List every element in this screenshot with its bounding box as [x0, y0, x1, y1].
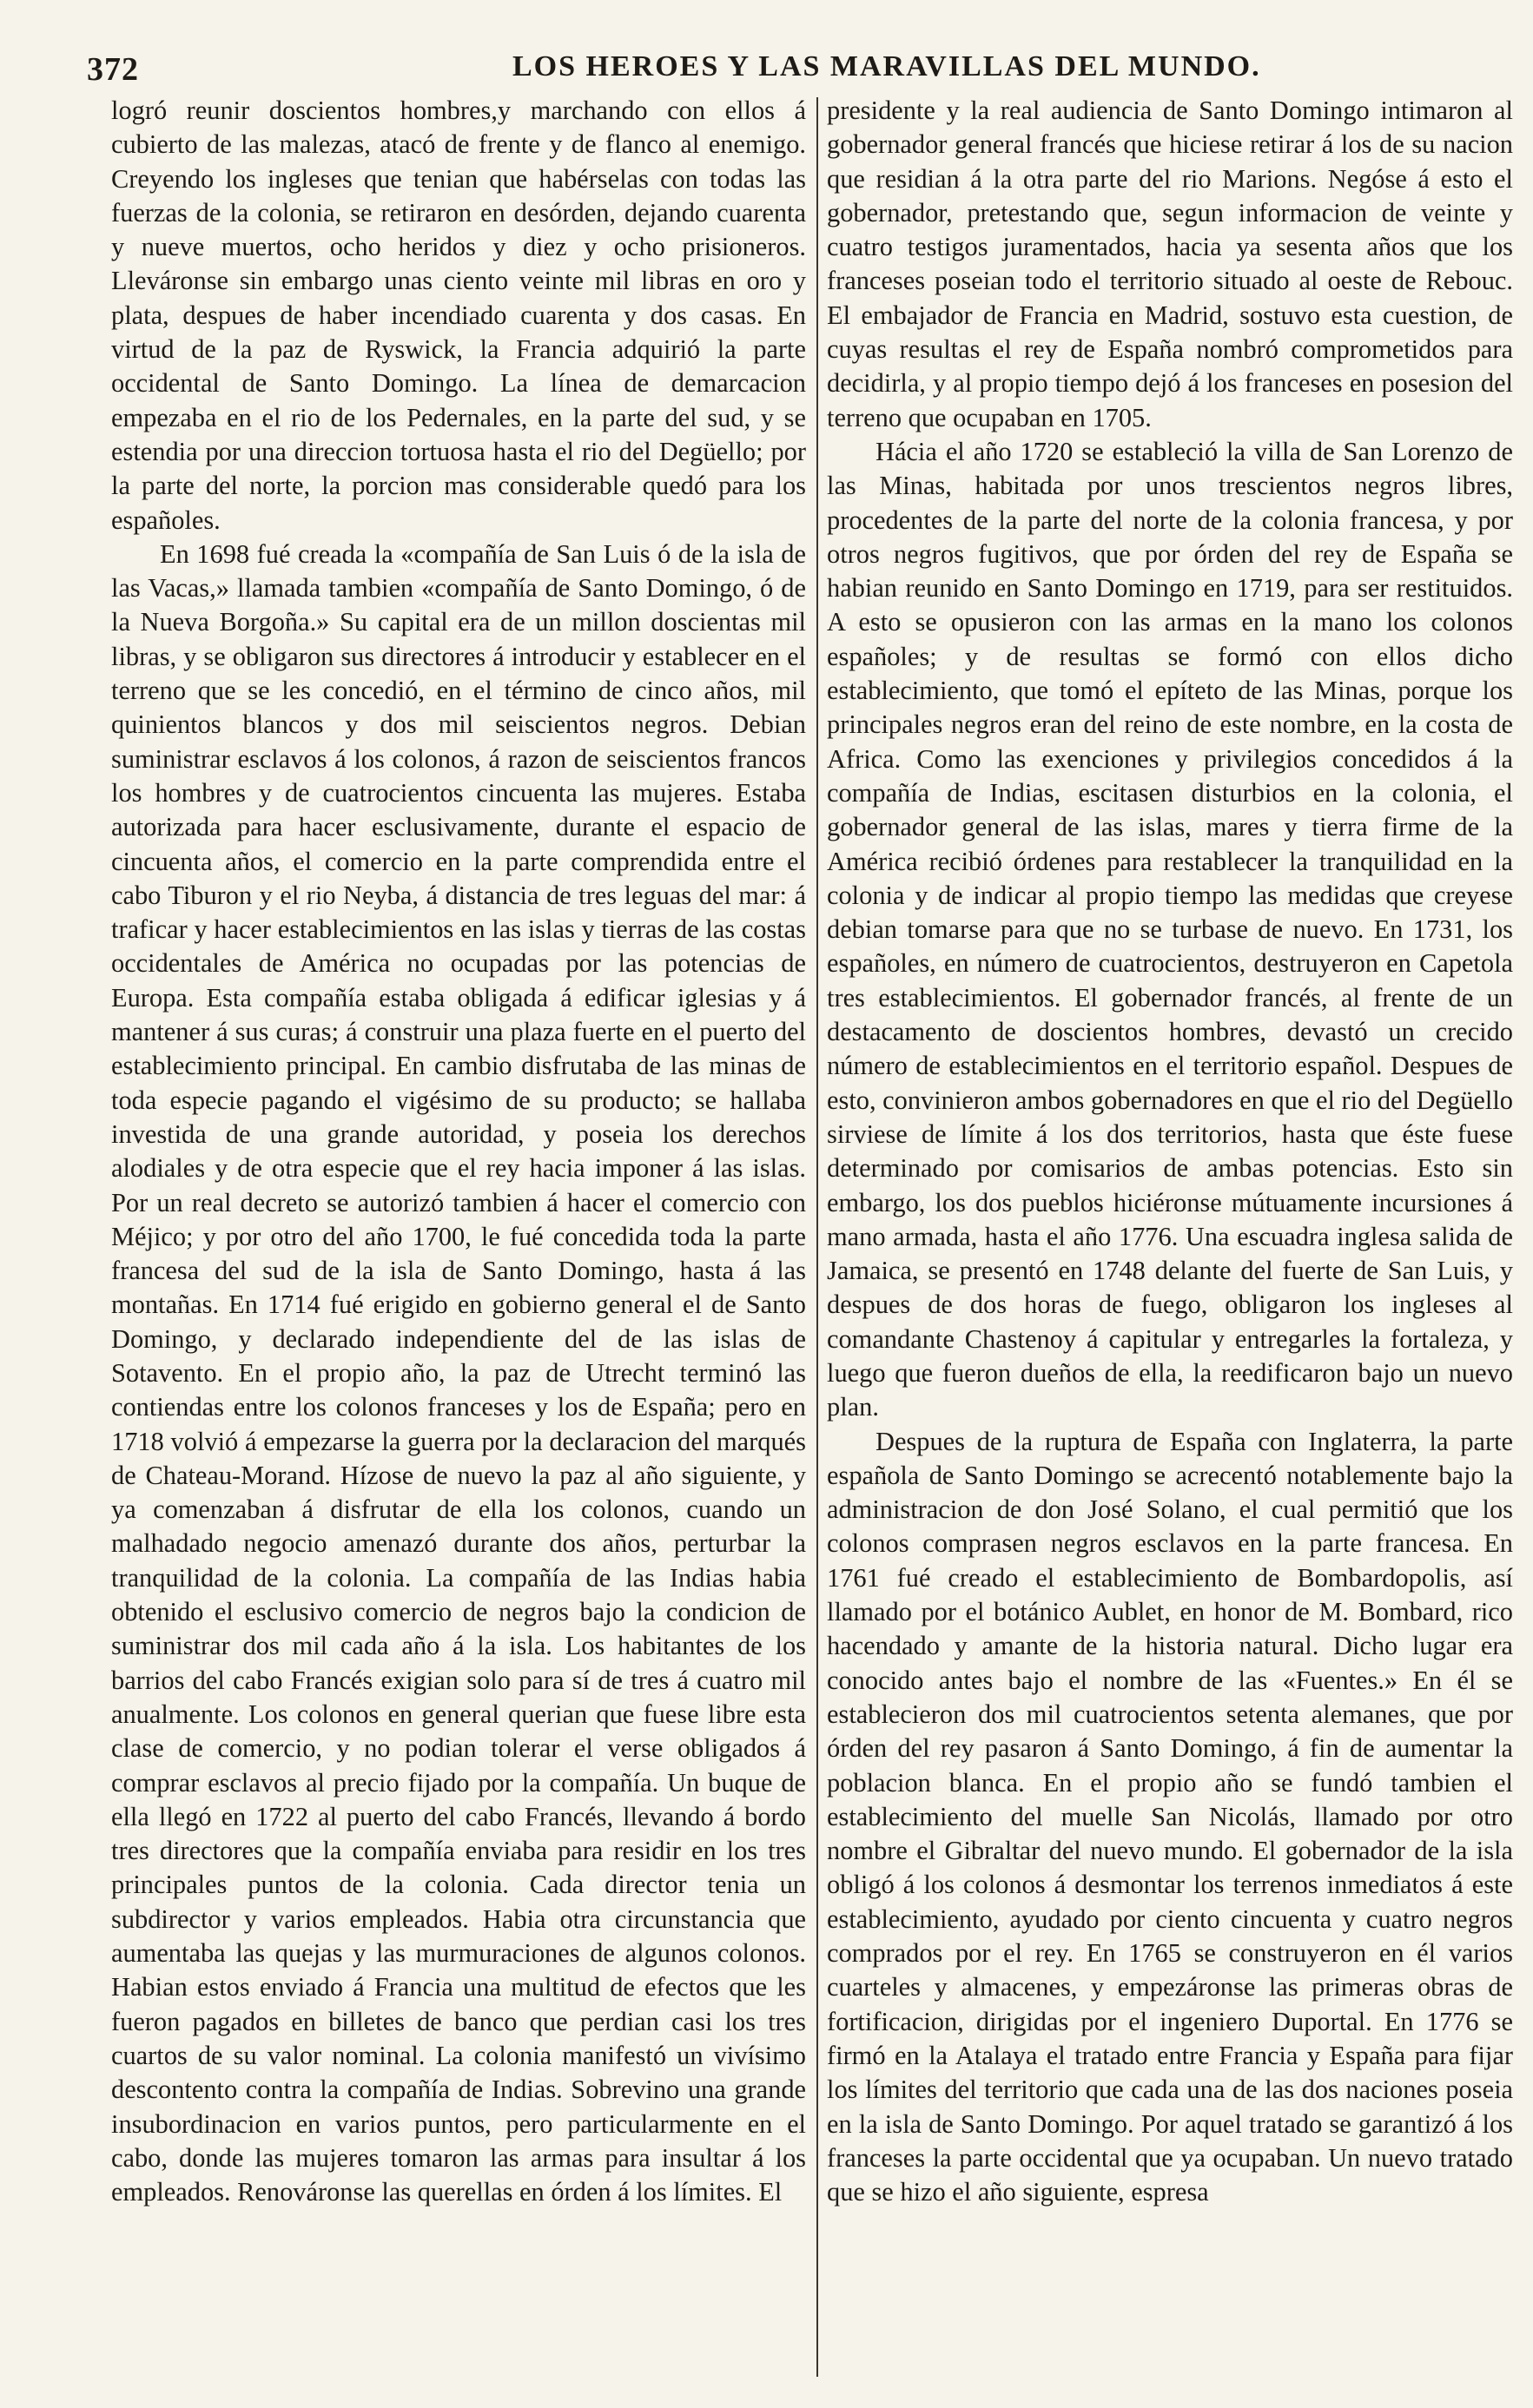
running-title: LOS HEROES Y LAS MARAVILLAS DEL MUNDO. — [512, 50, 1261, 82]
right-paragraph-2: Hácia el año 1720 se estableció la villa de San Lorenzo de las Minas, habitada por unos trescientos negros libres, procedentes de la parte del norte de la colonia francesa, y por otros negros fugitivos, que por órden del rey de España se habian reunido en Santo Domingo en 1719, para ser restituidos. A esto se opusieron con las armas en la mano los colonos españoles; y de resultas se formó con ellos dicho establecimiento, que tomó el epíteto de las Minas, porque los principales negros eran del reino de este nombre, en la costa de Africa. Como las exenciones y privilegios concedidos á la compañía de Indias, escitasen disturbios en la colonia, el gobernador general de las islas, mares y tierra firme de la América recibió órdenes para restablecer la tranquilidad en la colonia y de indicar al propio tiempo las medidas que creyese debian tomarse para que no se turbase de nuevo. En 1731, los españoles, en número de cuatrocientos, destruyeron en Capetola tres establecimientos. El gobernador francés, al frente de un destacamento de doscientos hombres, devastó un crecido número de establecimientos en el territorio español. Despues de esto, convinieron ambos gobernadores en que el rio del Degüello sirviese de límite á los dos territorios, hasta que éste fuese determinado por comisarios de ambas potencias. Esto sin embargo, los dos pueblos hiciéronse mútuamente incursiones á mano armada, hasta el año 1776. Una escuadra inglesa salida de Jamaica, se presentó en 1748 delante del fuerte de San Luis, y despues de dos horas de fuego, obligaron los ingleses al comandante Chastenoy á capitular y entregarles la fortaleza, y luego que fueron dueños de ella, la reedificaron bajo un nuevo plan. — [827, 436, 1513, 1422]
right-paragraph-1: presidente y la real audiencia de Santo Domingo intimaron al gobernador general francés que hiciese retirar á los de su nacion que residian á la otra parte del rio Marions. Negóse á esto el gobernador, pretestando que, segun informacion de veinte y cuatro testigos juramentados, hacia ya sesenta años que los franceses poseian todo el territorio situado al oeste de Rebouc. El embajador de Francia en Madrid, sostuvo esta cuestion, de cuyas resultas el rey de España nombró comprometidos para decidirla, y al propio tiempo dejó á los franceses en posesion del terreno que ocupaban en 1705. — [827, 96, 1513, 432]
right-column — [827, 94, 1513, 2386]
left-paragraph-2: En 1698 fué creada la «compañía de San Luis ó de la isla de las Vacas,» llamada tambien «compañía de Santo Domingo, ó de la Nueva Borgoña.» Su capital era de un millon doscientas mil libras, y se obligaron sus directores á introducir y establecer en el terreno que se les concedió, en el término de cinco años, mil quinientos blancos y dos mil seiscientos negros. Debian suministrar esclavos á los colonos, á razon de seiscientos francos los hombres y de cuatrocientos cincuenta las mujeres. Estaba autorizada para hacer esclusivamente, durante el espacio de cincuenta años, el comercio en la parte comprendida entre el cabo Tiburon y el rio Neyba, á distancia de tres leguas del mar: á traficar y hacer establecimientos en las islas y tierras de las costas occidentales de América no ocupadas por las potencias de Europa. Esta compañía estaba obligada á edificar iglesias y á mantener á sus curas; á construir una plaza fuerte en el puerto del establecimiento principal. En cambio disfrutaba de las minas de toda especie pagando el vigésimo de su producto; se hallaba investida de una grande autoridad, y poseia los derechos alodiales y de otra especie que el rey hacia imponer á las islas. Por un real decreto se autorizó tambien á hacer el comercio con Méjico; y por otro del año 1700, le fué concedida toda la parte francesa del sud de la isla de Santo Domingo, hasta á las montañas. En 1714 fué erigido en gobierno general el de Santo Domingo, y declarado independiente del de las islas de Sotavento. En el propio año, la paz de Utrecht terminó las contiendas entre los colonos franceses y los de España; pero en 1718 volvió á empezarse la guerra por la declaracion del marqués de Chateau-Morand. Hízose de nuevo la paz al año siguiente, y ya comenzaban á disfrutar de ella los colonos, cuando un malhadado negocio amenazó durante dos años, perturbar la tranquilidad de la colonia. La compañía de las Indias habia obtenido el esclusivo comercio de negros bajo la condicion de suministrar dos mil cada año á la isla. Los habitantes de los barrios del cabo Francés exigian solo para sí de tres á cuatro mil anualmente. Los colonos en general querian que fuese libre esta clase de comercio, y no podian tolerar el verse obligados á comprar esclavos al precio fijado por la compañía. Un buque de ella llegó en 1722 al puerto del cabo Francés, llevando á bordo tres directores que la compañía enviaba para residir en los tres principales puntos de la colonia. Cada director tenia un subdirector y varios empleados. Habia otra circunstancia que aumentaba las quejas y las murmuraciones de algunos colonos. Habian estos enviado á Francia una multitud de efectos que les fueron pagados en billetes de banco que perdian casi los tres cuartos de su valor nominal. La colonia manifestó un vivísimo descontento contra la compañía de Indias. Sobrevino una grande insubordinacion en varios puntos, pero particularmente en el cabo, donde las mujeres tomaron las armas para insultar á los empleados. Renováronse las querellas en órden á los límites. El — [111, 538, 806, 2207]
page-number: 372 — [87, 51, 139, 88]
left-paragraph-1: logró reunir doscientos hombres,y marchando con ellos á cubierto de las malezas, atacó de frente y de flanco al enemigo. Creyendo los ingleses que tenian que habérselas con todas las fuerzas de la colonia, se retiraron en desórden, dejando cuarenta y nueve muertos, ocho heridos y diez y ocho prisioneros. Lleváronse sin embargo unas ciento veinte mil libras en oro y plata, despues de haber incendiado cuarenta y dos casas. En virtud de la paz de Ryswick, la Francia adquirió la parte occidental de Santo Domingo. La línea de demarcacion empezaba en el rio de los Pedernales, en la parte del sud, y se estendia por una direccion tortuosa hasta el rio del Degüello; por la parte del norte, la porcion mas considerable quedó para los españoles. — [111, 96, 806, 535]
right-paragraph-3: Despues de la ruptura de España con Inglaterra, la parte española de Santo Domingo se acrecentó notablemente bajo la administracion de don José Solano, el cual permitió que los colonos comprasen negros esclavos en la parte francesa. En 1761 fué creado el establecimiento de Bombardopolis, así llamado por el botánico Aublet, en honor de M. Bombard, rico hacendado y amante de la historia natural. Dicho lugar era conocido antes bajo el nombre de las «Fuentes.» En él se establecieron dos mil cuatrocientos setenta alemanes, que por órden del rey pasaron á Santo Domingo, á fin de aumentar la poblacion blanca. En el propio año se fundó tambien el establecimiento del muelle San Nicolás, llamado por otro nombre el Gibraltar del nuevo mundo. El gobernador de la isla obligó á los colonos á desmontar los terrenos inmediatos á este establecimiento, ayudado por ciento cincuenta y cuatro negros comprados por el rey. En 1765 se construyeron en él varios cuarteles y almacenes, y empezáronse las primeras obras de fortificacion, dirigidas por el ingeniero Duportal. En 1776 se firmó en la Atalaya el tratado entre Francia y España para fijar los límites del territorio que cada una de las dos naciones poseia en la isla de Santo Domingo. Por aquel tratado se garantizó á los franceses la parte occidental que ya ocupaban. Un nuevo tratado que se hizo el año siguiente, espresa — [827, 1426, 1513, 2207]
column-divider — [816, 97, 818, 2377]
left-column — [111, 94, 806, 2386]
